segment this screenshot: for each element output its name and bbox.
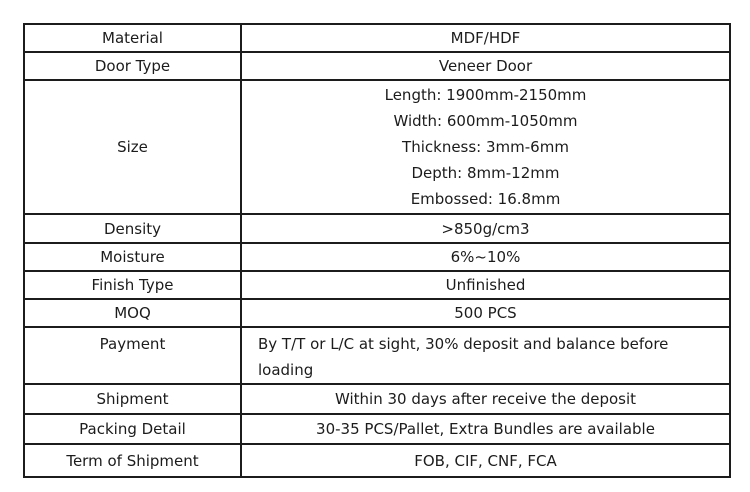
product-specs-table [23,23,731,478]
table-row-door-type [24,52,730,80]
table-row-packing-detail [24,414,730,444]
size-line-thickness: Thickness: 3mm-6mm [402,138,569,156]
table-row-size [24,80,730,214]
spec-label-density: Density [24,214,241,243]
spec-value-shipment: Within 30 days after receive the deposit [241,384,730,414]
spec-value-packing-detail: 30-35 PCS/Pallet, Extra Bundles are available [241,414,730,444]
table-row-moisture [24,243,730,271]
spec-value-term-of-shipment: FOB, CIF, CNF, FCA [241,444,730,477]
spec-label-moisture: Moisture [24,243,241,271]
spec-label-moq: MOQ [24,299,241,327]
spec-value-finish-type: Unfinished [241,271,730,299]
size-line-width: Width: 600mm-1050mm [393,112,578,130]
spec-label-material: Material [24,24,241,52]
table-row-term-of-shipment [24,444,730,477]
spec-value-payment: By T/T or L/C at sight, 30% deposit and balance before loading [241,327,730,384]
spec-value-moisture: 6%~10% [241,243,730,271]
spec-label-payment: Payment [24,327,241,384]
spec-label-shipment: Shipment [24,384,241,414]
spec-label-packing-detail: Packing Detail [24,414,241,444]
size-line-embossed: Embossed: 16.8mm [410,190,561,208]
spec-value-door-type: Veneer Door [241,52,730,80]
table-row-density [24,214,730,243]
table-row-payment [24,327,730,384]
size-line-length: Length: 1900mm-2150mm [384,86,587,104]
spec-value-material: MDF/HDF [241,24,730,52]
spec-label-finish-type: Finish Type [24,271,241,299]
size-line-depth: Depth: 8mm-12mm [411,164,560,182]
table-row-finish-type [24,271,730,299]
spec-value-moq: 500 PCS [241,299,730,327]
spec-label-door-type: Door Type [24,52,241,80]
spec-value-density: >850g/cm3 [241,214,730,243]
spec-label-term-of-shipment: Term of Shipment [24,444,241,477]
table-row-material [24,24,730,52]
table-row-shipment [24,384,730,414]
table-row-moq [24,299,730,327]
spec-label-size: Size [24,80,241,214]
spec-value-size [241,80,730,214]
